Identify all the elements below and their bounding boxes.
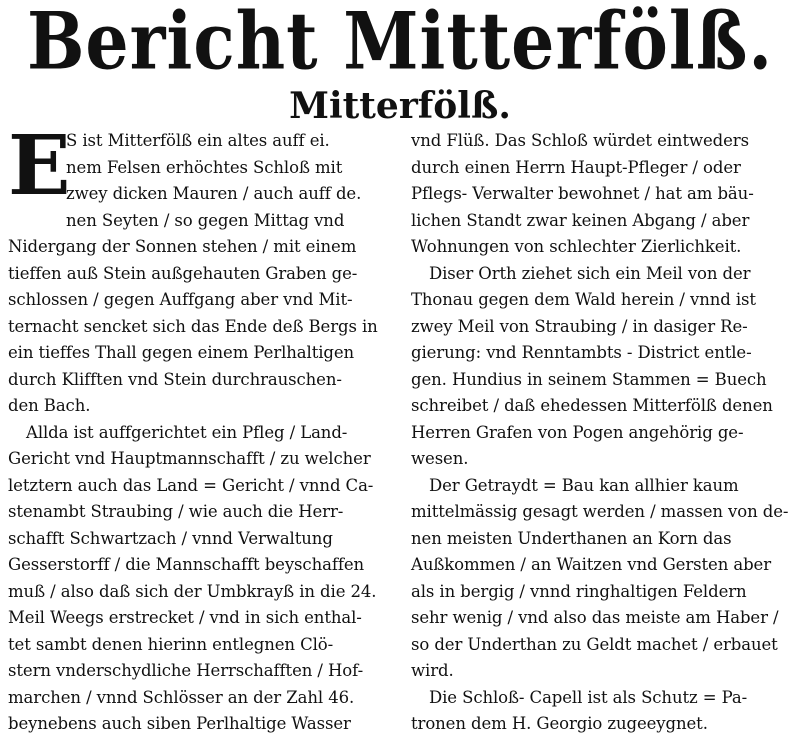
text-line: vnd Flüß. Das Schloß würdet eintweders xyxy=(411,131,749,150)
section-title: Mitterfölß. xyxy=(289,85,511,127)
text-line: Pflegs- Verwalter bewohnet / hat am bäu- xyxy=(411,184,754,203)
text-line: Thonau gegen dem Wald herein / vnnd ist xyxy=(411,290,756,309)
text-line: ein tieffes Thall gegen einem Perlhaltigen xyxy=(8,343,355,362)
text-line: gierung: vnd Renntambts - District entle- xyxy=(411,343,752,362)
text-line: Gericht vnd Hauptmannschafft / zu welcher xyxy=(8,449,371,468)
text-line: den Bach. xyxy=(8,396,91,415)
text-line: Meil Weegs erstrecket / vnd in sich enthal- xyxy=(8,608,362,627)
text-line: tet sambt denen hierinn entlegnen Clö- xyxy=(8,634,334,654)
text-line: nen Seyten / so gegen Mittag vnd xyxy=(66,210,345,230)
text-line: nem Felsen erhöchtes Schloß mit xyxy=(66,157,343,177)
text-line: muß / also daß sich der Umbkrayß in die 24. xyxy=(8,581,377,601)
text-line: Wohnungen von schlechter Zierlichkeit. xyxy=(411,237,742,256)
text-line: zwey dicken Mauren / auch auff de. xyxy=(66,184,362,203)
text-line: Die Schloß- Capell ist als Schutz = Pa- xyxy=(429,687,748,707)
text-line: nen meisten Underthanen an Korn das xyxy=(411,528,732,548)
page-title-text: Bericht Mitterfölß. xyxy=(26,0,774,89)
text-line: Der Getraydt = Bau kan allhier kaum xyxy=(429,475,739,495)
text-line: wird. xyxy=(411,661,454,680)
text-line: schlossen / gegen Auffgang aber vnd Mit- xyxy=(8,290,353,309)
text-line: mittelmässig gesagt werden / massen von de- xyxy=(411,502,789,521)
text-line: tronen dem H. Georgio zugeeygnet. xyxy=(411,714,708,733)
text-line: tieffen auß Stein außgehauten Graben ge- xyxy=(8,263,358,283)
text-line: beynebens auch siben Perlhaltige Wasser xyxy=(8,714,351,733)
text-line: letztern auch das Land = Gericht / vnnd Ca- xyxy=(8,475,374,495)
text-line: Gesserstorff / die Mannschafft beyschaffen xyxy=(8,555,365,574)
text-line: zwey Meil von Straubing / in dasiger Re- xyxy=(411,316,748,336)
text-line: Herren Grafen von Pogen angehörig ge- xyxy=(411,422,744,442)
text-line: Außkommen / an Waitzen vnd Gersten aber xyxy=(411,555,772,574)
text-line: sehr wenig / vnd also das meiste am Haber / xyxy=(411,608,779,627)
drop-cap-initial: E xyxy=(8,118,71,214)
text-line: Nidergang der Sonnen stehen / mit einem xyxy=(8,237,357,256)
text-line: marchen / vnnd Schlösser an der Zahl 46. xyxy=(8,687,355,707)
text-line: lichen Standt zwar keinen Abgang / aber xyxy=(411,210,750,230)
left-column xyxy=(8,118,390,738)
text-line: schafft Schwartzach / vnnd Verwaltung xyxy=(8,528,333,548)
text-line: so der Underthan zu Geldt machet / erbauet xyxy=(411,634,778,654)
text-line: Diser Orth ziehet sich ein Meil von der xyxy=(429,263,751,283)
text-line: durch einen Herrn Haupt-Pfleger / oder xyxy=(411,157,741,177)
text-line: wesen. xyxy=(411,449,469,468)
text-line: schreibet / daß ehedessen Mitterfölß denen xyxy=(411,396,773,415)
text-line: stenambt Straubing / wie auch die Herr- xyxy=(8,502,344,521)
text-line: gen. Hundius in seinem Stammen = Buech xyxy=(411,369,767,389)
page-title xyxy=(0,0,800,89)
text-line: stern vnderschydliche Herrschafften / Hof- xyxy=(8,661,364,680)
text-line: als in bergig / vnnd ringhaltigen Feldern xyxy=(411,581,747,601)
text-line: durch Klifften vnd Stein durchrauschen- xyxy=(8,369,342,389)
text-line: ternacht sencket sich das Ende deß Bergs in xyxy=(8,316,378,336)
text-line: Allda ist auffgerichtet ein Pfleg / Land- xyxy=(26,422,348,442)
text-line: S ist Mitterfölß ein altes auff ei. xyxy=(66,131,330,150)
right-column xyxy=(411,128,793,738)
